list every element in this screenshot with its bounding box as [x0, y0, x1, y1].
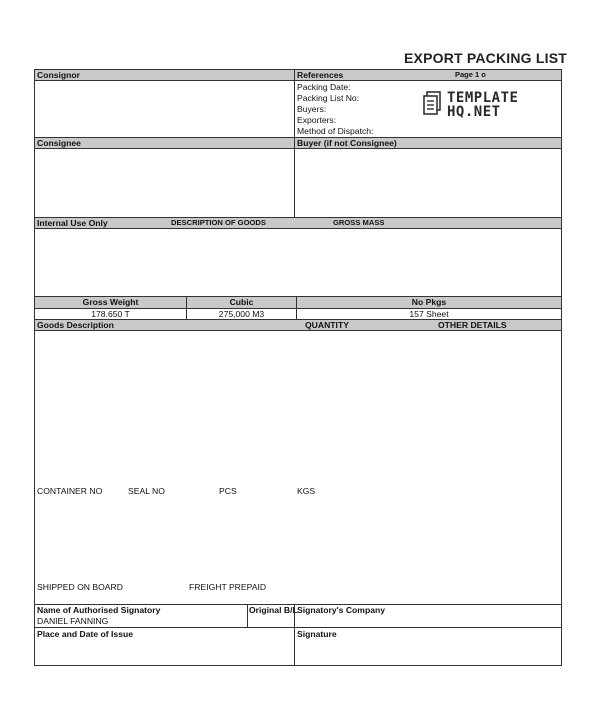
- gross-mass-label: GROSS MASS: [333, 218, 385, 227]
- frame-right: [561, 69, 562, 666]
- freight-prepaid: FREIGHT PREPAID: [189, 582, 267, 592]
- container-no: CONTAINER NO: [37, 486, 103, 496]
- ref-buyers: Buyers:: [297, 104, 327, 114]
- consignee-divider: [294, 138, 295, 217]
- cubic-value: 275,000 M3: [218, 309, 265, 319]
- other-details-label: OTHER DETAILS: [438, 320, 507, 330]
- ref-method-of-dispatch: Method of Dispatch:: [297, 126, 374, 136]
- consignor-header-bottom: [35, 80, 561, 81]
- authorised-signatory-name: DANIEL FANNING: [37, 616, 109, 626]
- document-title: EXPORT PACKING LIST: [404, 50, 567, 66]
- internal-header-bottom: [35, 228, 561, 229]
- original-bl-label: Original B/L: [249, 605, 298, 615]
- buyer-label: Buyer (if not Consignee): [297, 138, 397, 148]
- kgs: KGS: [297, 486, 316, 496]
- goods-header-bottom: [35, 330, 561, 331]
- page-number: Page 1 o: [455, 70, 486, 79]
- consignee-label: Consignee: [37, 138, 81, 148]
- watermark-line2: HQ.NET: [447, 104, 501, 120]
- signatory-company-label: Signatory's Company: [297, 605, 385, 615]
- no-pkgs-value: 157 Sheet: [409, 309, 449, 319]
- internal-use-label: Internal Use Only: [37, 218, 108, 228]
- references-label: References: [297, 70, 344, 80]
- description-of-goods-label: DESCRIPTION OF GOODS: [171, 218, 266, 227]
- no-pkgs-label: No Pkgs: [411, 297, 447, 307]
- consignor-label: Consignor: [37, 70, 80, 80]
- shipped-on-board: SHIPPED ON BOARD: [37, 582, 123, 592]
- gross-weight-label: Gross Weight: [82, 297, 139, 307]
- document-icon: [423, 91, 443, 117]
- frame-bottom: [34, 665, 562, 666]
- internal-header-bar: [35, 218, 561, 228]
- cubic-label: Cubic: [229, 297, 254, 307]
- seal-no: SEAL NO: [128, 486, 165, 496]
- ref-packing-date: Packing Date:: [297, 82, 351, 92]
- consignor-divider: [294, 70, 295, 137]
- ref-packing-list-no: Packing List No:: [297, 93, 360, 103]
- authorised-signatory-label: Name of Authorised Signatory: [37, 605, 161, 615]
- quantity-label: QUANTITY: [305, 320, 349, 330]
- place-date-top-line: [35, 627, 561, 628]
- frame-left: [34, 69, 35, 666]
- goods-description-label: Goods Description: [37, 320, 114, 330]
- consignee-header-bottom: [35, 148, 561, 149]
- pcs: PCS: [219, 486, 237, 496]
- ref-exporters: Exporters:: [297, 115, 337, 125]
- watermark-line1: TEMPLATE: [447, 90, 519, 106]
- gross-weight-value: 178.650 T: [91, 309, 130, 319]
- signature-label: Signature: [297, 629, 337, 639]
- templatehq-logo: [423, 90, 543, 120]
- place-date-label: Place and Date of Issue: [37, 629, 133, 639]
- signatory-divider-1: [247, 604, 248, 627]
